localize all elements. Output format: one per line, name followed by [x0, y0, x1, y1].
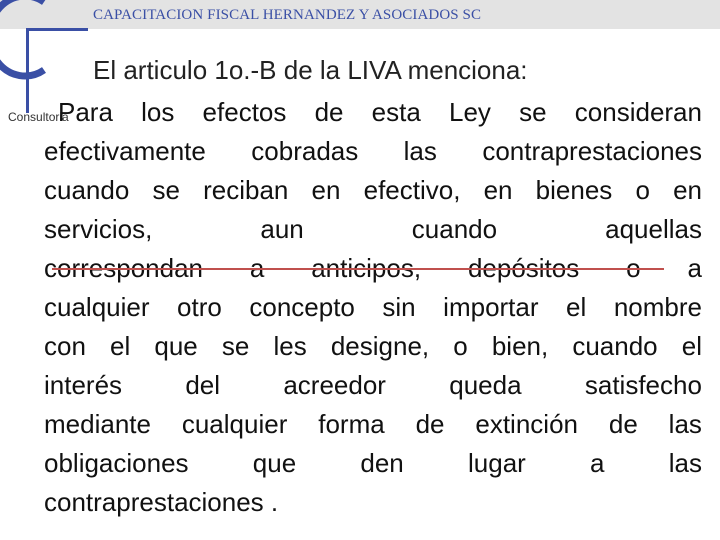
- word: efectivo,: [363, 175, 461, 205]
- body-line-6: [44, 292, 702, 322]
- word: bienes: [535, 175, 613, 205]
- word: aquellas: [605, 214, 702, 244]
- word: en: [673, 175, 702, 205]
- word: designe,: [330, 331, 430, 361]
- body-line-3: [44, 175, 702, 205]
- word: que: [154, 331, 198, 361]
- word: con: [44, 331, 86, 361]
- word: las: [668, 409, 702, 439]
- word: anticipos,: [311, 253, 422, 283]
- word: sin: [382, 292, 416, 322]
- word: las: [403, 136, 437, 166]
- word: forma: [318, 409, 385, 439]
- body-line-9: [44, 409, 702, 439]
- word: consideran: [574, 97, 702, 127]
- word: cobradas: [251, 136, 359, 166]
- word: cuando: [411, 214, 498, 244]
- word: cualquier: [181, 409, 288, 439]
- word: efectos: [202, 97, 287, 127]
- word: se: [221, 331, 250, 361]
- word: acreedor: [283, 370, 386, 400]
- word: reciban: [203, 175, 289, 205]
- word: interés: [44, 370, 123, 400]
- word: se: [152, 175, 180, 205]
- word: o: [453, 331, 468, 361]
- word: el: [681, 331, 702, 361]
- word: mediante: [44, 409, 151, 439]
- word: importar: [443, 292, 539, 322]
- body-line-8: [44, 370, 702, 400]
- word: en: [483, 175, 513, 205]
- slide-heading: El articulo 1o.-B de la LIVA menciona:: [93, 55, 528, 85]
- word: les: [273, 331, 307, 361]
- word: bien,: [491, 331, 549, 361]
- word: en: [311, 175, 341, 205]
- word: extinción: [475, 409, 578, 439]
- word: nombre: [613, 292, 702, 322]
- word: concepto: [249, 292, 355, 322]
- word: el: [110, 331, 131, 361]
- body-line-7: [44, 331, 702, 361]
- word: den: [360, 448, 404, 478]
- word: correspondan: [44, 253, 203, 283]
- word: efectivamente: [44, 136, 206, 166]
- word: de: [415, 409, 445, 439]
- word: a: [590, 448, 605, 478]
- word: los: [141, 97, 175, 127]
- body-line-2: [44, 136, 702, 166]
- word: cuando: [44, 175, 130, 205]
- word: cuando: [572, 331, 658, 361]
- logo-label: Consultoria: [8, 110, 69, 124]
- body-line-11: contraprestaciones .: [44, 487, 279, 517]
- word: del: [185, 370, 221, 400]
- word: Ley: [449, 97, 491, 127]
- word: cualquier: [44, 292, 150, 322]
- word: o: [626, 253, 641, 283]
- word: servicios,: [44, 214, 153, 244]
- word: aun: [260, 214, 304, 244]
- word: depósitos: [467, 253, 580, 283]
- word: queda: [449, 370, 522, 400]
- word: de: [314, 97, 344, 127]
- word: contraprestaciones: [482, 136, 702, 166]
- word: otro: [177, 292, 222, 322]
- word: a: [249, 253, 265, 283]
- word: Para: [58, 97, 113, 127]
- word: las: [668, 448, 702, 478]
- body-line-10: [44, 448, 702, 478]
- word: de: [608, 409, 638, 439]
- word: esta: [371, 97, 421, 127]
- header-title: CAPACITACION FISCAL HERNANDEZ Y ASOCIADOS SC: [93, 7, 482, 23]
- word: satisfecho: [584, 370, 702, 400]
- word: a: [687, 253, 702, 283]
- slide-body: [44, 97, 702, 517]
- body-line-4: [44, 214, 702, 244]
- word: que: [252, 448, 297, 478]
- word: lugar: [468, 448, 526, 478]
- word: o: [635, 175, 650, 205]
- word: se: [519, 97, 547, 127]
- word: obligaciones: [44, 448, 189, 478]
- body-line-1: [58, 97, 702, 127]
- strikethrough-line: [52, 268, 664, 270]
- word: el: [566, 292, 587, 322]
